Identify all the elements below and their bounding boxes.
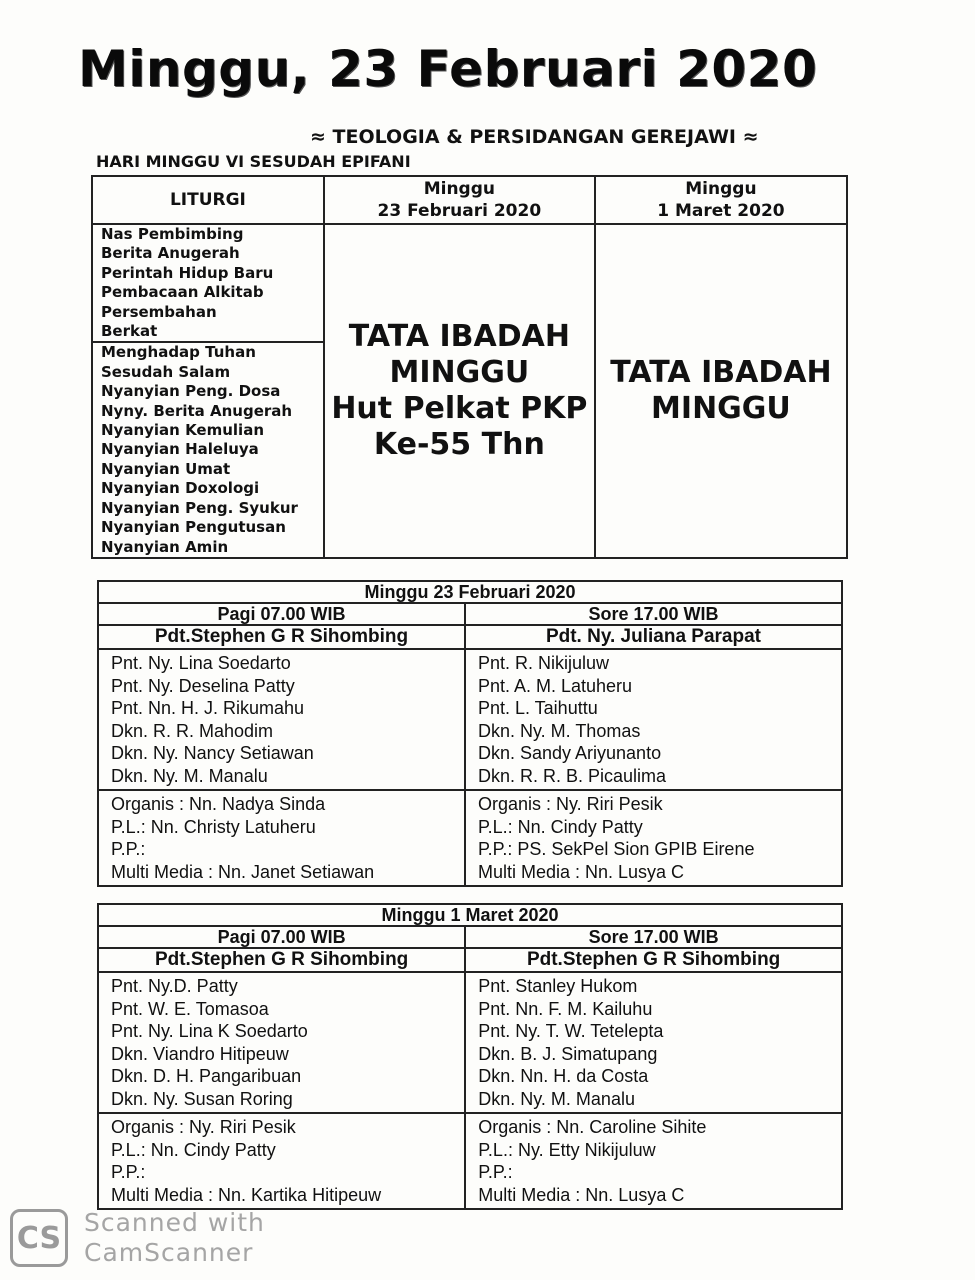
officer-name: Dkn. Ny. Susan Roring [111,1088,293,1109]
liturgi-list-a [92,224,324,342]
officer-name: Pnt. R. Nikijuluw [477,653,610,673]
pagi-pastor: Pdt.Stephen G R Sihombing [98,625,465,649]
liturgi-table [91,175,848,559]
support-entry: P.P.: PS. SekPel Sion GPIB Eirene [477,839,755,859]
watermark-text [84,1208,265,1268]
schedule-table-1-mar [97,903,843,1210]
support-entry: P.P.: [111,1162,146,1182]
support-entry: Multi Media : Nn. Lusya C [477,861,685,882]
pagi-officers [98,649,465,790]
officer-name: Dkn. R. R. Mahodim [111,720,274,741]
officer-name: Pnt. Ny. Lina Soedarto [111,653,291,673]
support-entry: P.L.: Ny. Etty Nikijuluw [478,1139,656,1160]
liturgi-item: Nyanyian Pengutusan [101,518,286,537]
sore-time: Sore 17.00 WIB [465,926,842,948]
camscanner-watermark [10,1208,265,1268]
support-entry: Organis : Nn. Caroline Sihite [478,1117,707,1137]
support-entry: Organis : Ny. Riri Pesik [111,1117,296,1137]
sore-pastor: Pdt.Stephen G R Sihombing [465,948,842,972]
camscanner-logo-icon: CS [10,1209,68,1267]
date-column-header [595,176,847,224]
cell-line: TATA IBADAH [348,318,570,354]
liturgi-item: Nyanyian Peng. Dosa [101,382,281,401]
officer-name: Pnt. Ny.D. Patty [111,976,238,996]
officer-name: Dkn. Sandy Ariyunanto [477,743,662,763]
officer-name: Dkn. R. R. B. Picaulima [477,765,667,786]
officer-name: Pnt. L. Taihuttu [477,698,598,718]
watermark-line: CamScanner [84,1238,254,1267]
header-line: Minggu [423,179,495,199]
liturgi-item: Nyanyian Doxologi [101,479,260,498]
liturgi-item: Nyanyian Umat [101,459,231,478]
officer-name: Dkn. D. H. Pangaribuan [111,1066,302,1086]
schedule-time-row [98,926,842,948]
support-entry: Organis : Nn. Nadya Sinda [111,794,326,814]
schedule-time-row [98,603,842,625]
support-entry: Organis : Ny. Riri Pesik [477,794,663,814]
officer-name: Pnt. Nn. F. M. Kailuhu [478,998,653,1019]
liturgi-item: Nyanyian Kemulian [101,421,265,440]
officer-name: Dkn. Viandro Hitipeuw [111,1043,289,1064]
liturgi-item: Nas Pembimbing [101,225,244,243]
support-entry: Multi Media : Nn. Kartika Hitipeuw [111,1184,382,1205]
header-line: Minggu [685,179,757,199]
sore-officers [465,649,842,790]
officer-name: Pnt. Stanley Hukom [478,976,638,996]
support-entry: P.P.: [478,1162,513,1182]
officer-name: Dkn. B. J. Simatupang [478,1043,658,1064]
sore-pastor: Pdt. Ny. Juliana Parapat [465,625,842,649]
support-entry: P.L.: Nn. Cindy Patty [477,816,643,837]
date-column-header [324,176,595,224]
day-label: HARI MINGGU VI SESUDAH EPIFANI [96,152,411,171]
schedule-officers-row [98,649,842,790]
support-entry: P.L.: Nn. Cindy Patty [111,1139,276,1160]
schedule-date-row [98,581,842,603]
liturgi-item: Persembahan [101,302,217,321]
liturgi-item: Nyanyian Amin [101,537,229,556]
section-subtitle: ≈ TEOLOGIA & PERSIDANGAN GEREJAWI ≈ [310,126,759,148]
cell-line: TATA IBADAH [610,354,832,390]
liturgi-item: Nyanyian Haleluya [101,440,259,459]
support-entry: P.P.: [111,839,146,859]
pagi-officers [98,972,465,1113]
pagi-support [98,1113,465,1209]
liturgi-row [92,224,847,342]
sore-officers [465,972,842,1113]
officer-name: Dkn. Nn. H. da Costa [478,1066,649,1086]
officer-name: Pnt. A. M. Latuheru [477,675,633,696]
officer-name: Dkn. Ny. M. Manalu [111,765,268,786]
pagi-pastor: Pdt.Stephen G R Sihombing [98,948,465,972]
sore-support [465,790,842,886]
schedule-support-row [98,790,842,886]
pagi-time: Pagi 07.00 WIB [98,926,465,948]
pagi-support [98,790,465,886]
liturgi-column-header: LITURGI [92,176,324,224]
liturgi-item: Menghadap Tuhan [101,343,256,362]
liturgi-item: Berkat [101,322,158,341]
support-entry: Multi Media : Nn. Lusya C [478,1184,685,1205]
liturgi-list-b [92,342,324,557]
schedule-officers-row [98,972,842,1113]
sore-time: Sore 17.00 WIB [465,603,842,625]
liturgi-item: Sesudah Salam [101,362,231,381]
schedule-date: Minggu 1 Maret 2020 [98,904,842,926]
liturgi-item: Nyny. Berita Anugerah [101,401,293,420]
schedule-pdt-row [98,625,842,649]
officer-name: Pnt. Ny. T. W. Tetelepta [478,1021,664,1041]
header-line: 23 Februari 2020 [377,201,542,221]
officer-name: Pnt. Nn. H. J. Rikumahu [111,698,305,718]
liturgi-cell-23-feb [324,224,595,558]
cell-line: Ke-55 Thn [373,426,545,462]
liturgi-item: Perintah Hidup Baru [101,263,274,282]
schedule-date: Minggu 23 Februari 2020 [98,581,842,603]
liturgi-item: Pembacaan Alkitab [101,283,264,302]
schedule-pdt-row [98,948,842,972]
officer-name: Pnt. Ny. Lina K Soedarto [111,1021,308,1041]
cell-line: MINGGU [389,354,530,390]
liturgi-item: Berita Anugerah [101,244,240,263]
sore-support [465,1113,842,1209]
liturgi-header-row [92,176,847,224]
officer-name: Dkn. Ny. M. Manalu [478,1088,635,1109]
officer-name: Dkn. Ny. M. Thomas [477,720,641,741]
officer-name: Pnt. Ny. Deselina Patty [111,675,295,696]
cell-line: Hut Pelkat PKP [331,390,588,426]
schedule-table-23-feb [97,580,843,887]
header-line: 1 Maret 2020 [657,201,785,221]
pagi-time: Pagi 07.00 WIB [98,603,465,625]
liturgi-cell-1-mar [595,224,847,558]
schedule-support-row [98,1113,842,1209]
watermark-line: Scanned with [84,1208,265,1237]
page-title: Minggu, 23 Februari 2020 [78,40,818,98]
cell-line: MINGGU [651,390,791,426]
officer-name: Pnt. W. E. Tomasoa [111,998,269,1019]
schedule-date-row [98,904,842,926]
support-entry: P.L.: Nn. Christy Latuheru [111,816,316,837]
officer-name: Dkn. Ny. Nancy Setiawan [111,743,314,763]
liturgi-item: Nyanyian Peng. Syukur [101,498,298,517]
support-entry: Multi Media : Nn. Janet Setiawan [111,861,375,882]
